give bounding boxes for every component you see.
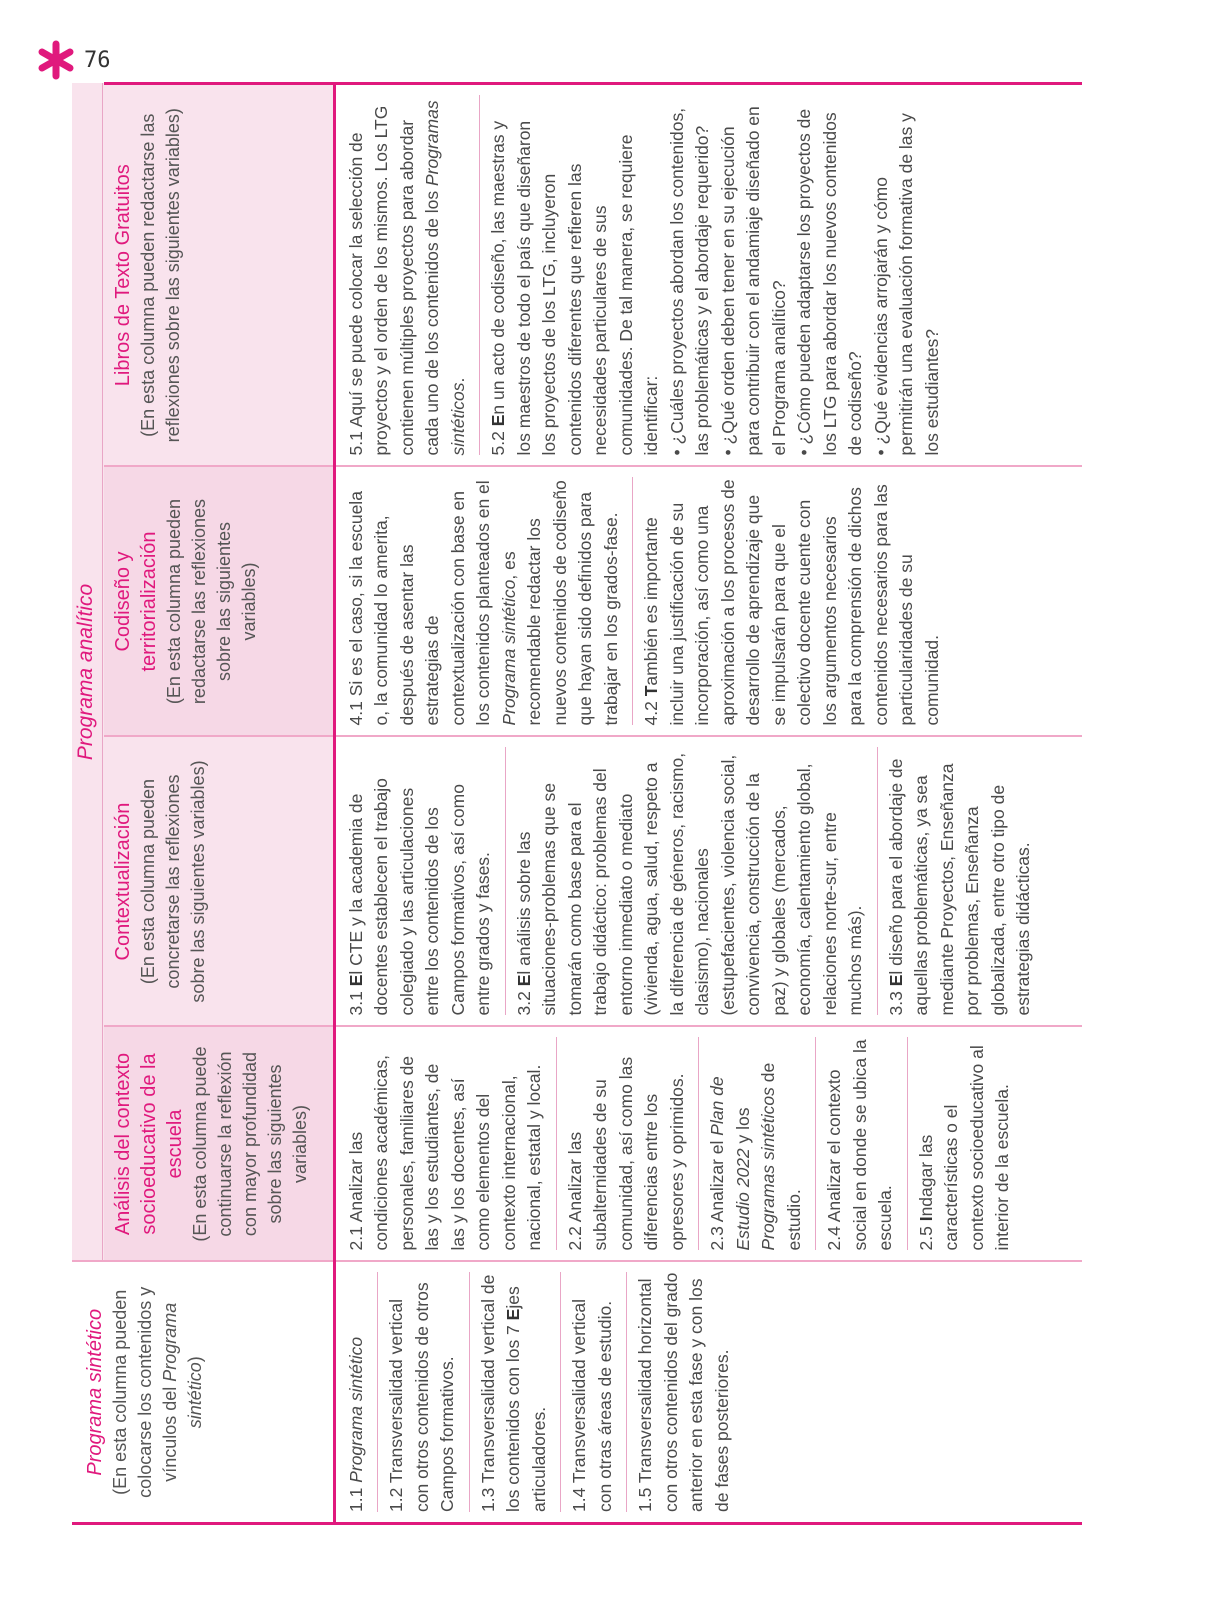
col-sintetico [334,1262,1082,1524]
col-analisis [334,1027,1082,1262]
header-ltg-title: Libros de Texto Gratuitos [112,164,135,387]
page-header [36,40,111,80]
header-analisis-title: Análisis del contexto socioeducativo de la escuela [112,1052,187,1236]
pink-asterisk-icon [36,40,76,80]
rotated-table-wrapper [72,85,1082,1525]
item-3-2: 3.2 El análisis sobre las situaciones-problemas que se tomarán como base para el trabajo didáctico: problemas del entorno inmediato o mediato (vivienda, agua, salud, respeto a la diferencia de géneros, racismo, clasismo), nacionales (estupefacientes, violencia social, convivencia, construcción de la paz) y globales (mercados, economía, calentamiento global, relaciones norte-sur, entre muchos más). [505,748,869,1016]
item-2-5: 2.5 Indagar las características o el contexto socioeducativo al interior de la escuela. [907,1038,1016,1251]
header-contextualizacion-note: (En esta columna pueden concretarse las reflexiones sobre las siguientes variables) [138,760,209,1003]
band-title-cell [72,83,104,1261]
item-4-2: 4.2 También es importante incluir una justificación de su incorporación, así como una aproximación a los procesos de desarrollo de aprendizaje que se impulsarán para que el colectivo docente cuente con los argumentos necesarios para la comprensión de dichos contenidos necesarios para las particularidades de su comunidad. [632,478,945,726]
ltg-question: • ¿Cómo pueden adaptarse los proyectos de los LTG para abordar los nuevos contenidos de codiseño? [792,95,869,456]
item-1-4: 1.4 Transversalidad vertical con otras áreas de estudio. [560,1273,618,1513]
item-3-1: 3.1 El CTE y la academia de docentes establecen el trabajo colegiado y las articulaciones entre los contenidos de los Campos formativos, así como entre grados y fases. [345,778,494,1016]
item-1-3: 1.3 Transversalidad vertical de los contenidos con los 7 Ejes articuladores. [469,1273,553,1513]
header-band-row [72,83,104,1523]
ltg-questions-list [665,95,946,456]
item-2-4: 2.4 Analizar el contexto social en donde se ubica la escuela. [815,1038,899,1251]
item-4-1: 4.1 Si es el caso, si la escuela o, la comunidad lo amerita, después de asentar las estrategias de contextualización con base en los contenidos planteados en el Programa sintético, es recomendable redactar los nuevos contenidos de codiseño que hayan sido definidos para trabajar en los grados-fase. [345,480,621,726]
col-codiseno [334,467,1082,737]
header-contextualizacion [104,737,334,1027]
item-5-1: 5.1 Aquí se puede colocar la selección de proyectos y el orden de los mismos. Los LTG contienen múltiples proyectos para abordar cada uno de los contenidos de los Programas sintéticos. [345,100,468,456]
header-contextualizacion-title: Contextualización [112,802,135,961]
col-contextualizacion [334,737,1082,1027]
header-codiseno-title: Codiseño y territorialización [112,531,161,672]
header-analisis [104,1027,334,1262]
header-ltg-note: (En esta columna pueden redactarse las reflexiones sobre las siguientes variables) [138,108,184,443]
item-3-3: 3.3 El diseño para el abordaje de aquellas problemáticas, ya sea mediante Proyectos, Enseñanza por problemas, Enseñanza globalizada, entre otro tipo de estrategias didácticas. [877,748,1037,1016]
header-analisis-note: (En esta columna puede continuarse la reflexión con mayor profundidad sobre las siguientes variables) [190,1046,311,1242]
page-number: 76 [84,47,111,73]
body-row [334,83,1082,1523]
header-codiseno [104,467,334,737]
header-ltg [104,83,334,466]
item-2-1: 2.1 Analizar las condiciones académicas, personales, familiares de las y los estudiantes, de las y los docentes, así como elementos del contexto internacional, nacional, estatal y local. [345,1054,545,1251]
header-codiseno-note: (En esta columna pueden redactarse las reflexiones sobre las siguientes variables) [164,498,260,705]
item-1-5: 1.5 Transversalidad horizontal con otros contenidos del grado anterior en esta fase y con los de fases posteriores. [626,1273,735,1513]
ltg-question: • ¿Qué orden deben tener en su ejecución para contribuir con el andamiaje diseñado en el Programa analítico? [716,95,793,456]
header-sintetico-note-suffix: ) [185,1356,205,1363]
item-1-2: 1.2 Transversalidad vertical con otros contenidos de otros Campos formativos. [377,1273,461,1513]
col-ltg [334,83,1082,466]
item-1-1: 1.1 Programa sintético [345,1336,366,1512]
item-2-2: 2.2 Analizar las subalternidades de su comunidad, así como las diferencias entre los opresores y oprimidos. [556,1038,691,1251]
header-sintetico-note-prefix: (En esta columna pueden colocarse los contenidos y vínculos del [110,1286,180,1498]
header-sintetico-title: Programa sintético [84,1308,106,1476]
program-table [72,82,1082,1525]
header-sintetico [72,1262,334,1524]
item-2-3: 2.3 Analizar el Plan de Estudio 2022 y los Programas sintéticos de estudio. [698,1038,807,1251]
ltg-question: • ¿Cuáles proyectos abordan los contenidos, las problemáticas y el abordaje requerido? [665,95,716,456]
item-5-2: 5.2 En un acto de codiseño, las maestras y los maestros de todo el país que diseñaron los proyectos de los LTG, incluyeron contenidos diferentes que refieren las necesidades particulares de sus comunidades. De tal manera, se requiere identificar: • ¿Cuáles proyectos abordan los contenidos, las problemáticas y el abordaje requerido? • ¿Qué orden deben tener en su ejecución para contribuir con el andamiaje diseñado en el Programa analítico? • ¿Cómo pueden adaptarse los proyectos de los LTG para abordar los nuevos contenidos de codiseño? • ¿Qué evidencias arrojarán y cómo permitirán una evaluación formativa de las y los estudiantes? [479,95,945,456]
ltg-question: • ¿Qué evidencias arrojarán y cómo permitirán una evaluación formativa de las y los estudiantes? [869,95,946,456]
header-sintetico-note-italic: Programa sintético [160,1302,205,1429]
band-title: Programa analítico [74,583,97,761]
